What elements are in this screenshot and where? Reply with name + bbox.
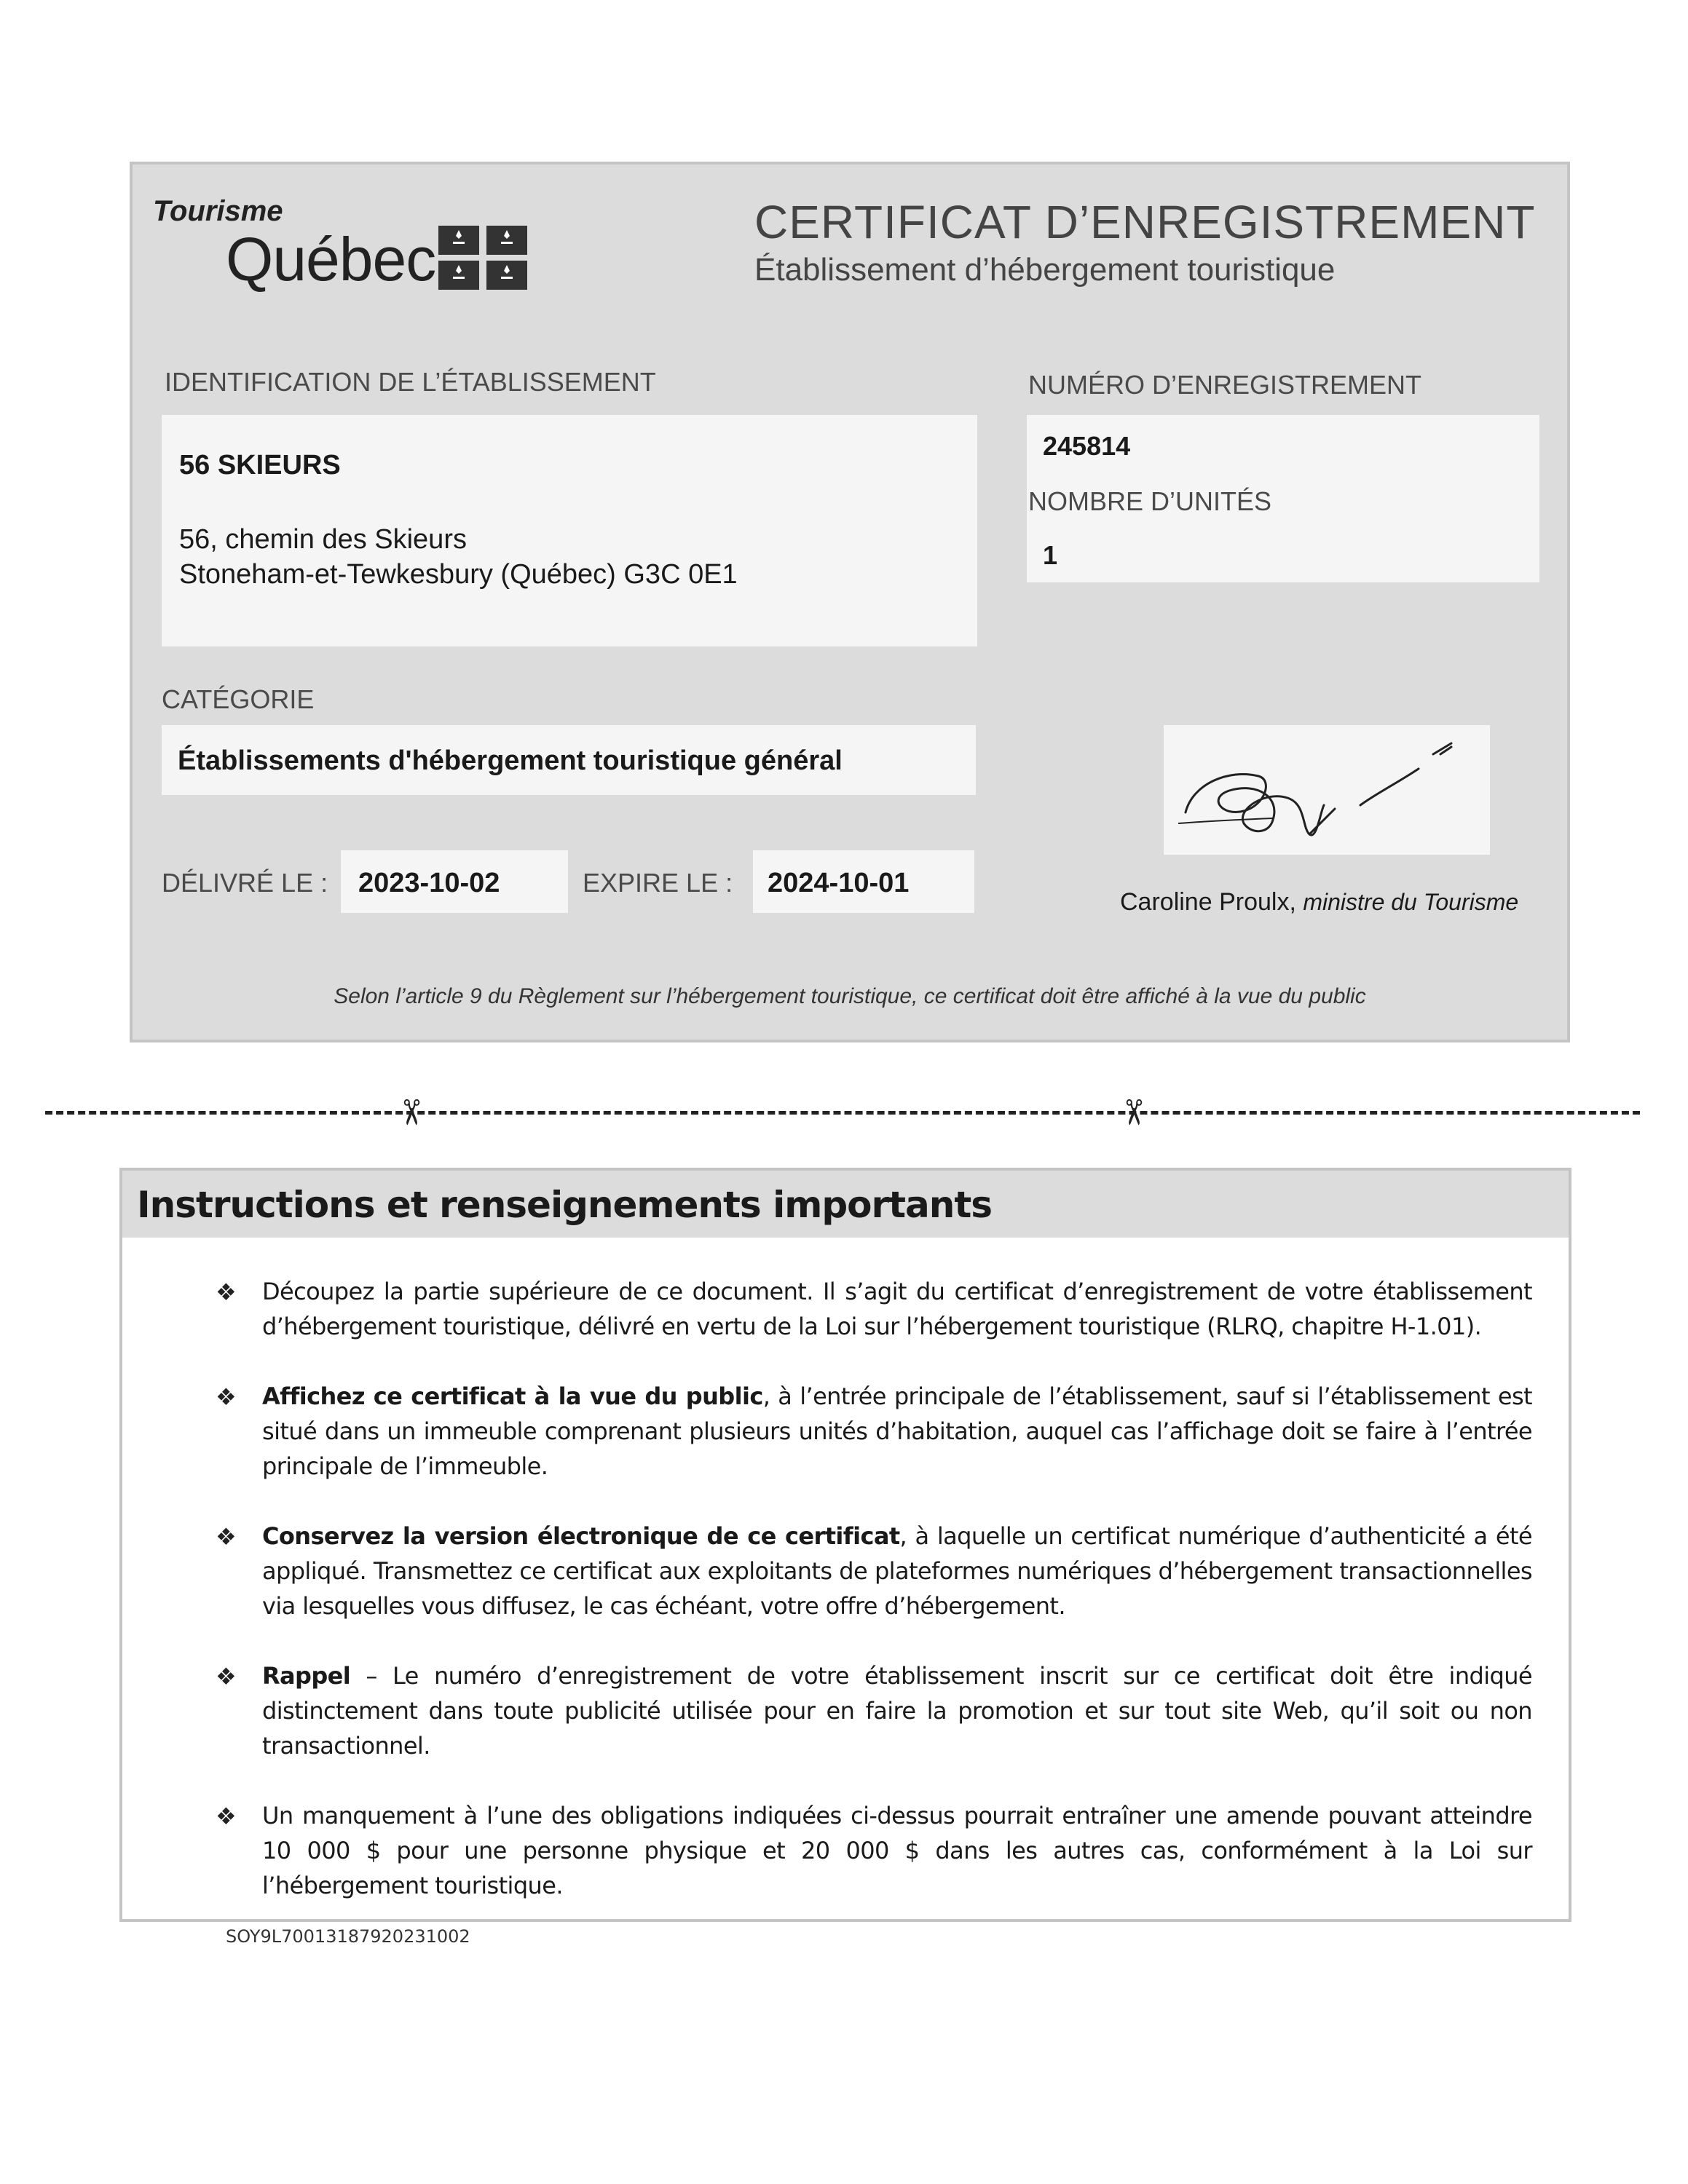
certificate-subtitle: Établissement d’hébergement touristique [754, 252, 1336, 288]
instruction-item [262, 1658, 1532, 1763]
instruction-emphasis: Conservez la version électronique de ce certificat [262, 1522, 900, 1550]
diamond-bullet-icon: ❖ [216, 1384, 237, 1410]
instruction-text: – Le numéro d’enregistrement de votre établissement inscrit sur ce certificat doit être indiqué distinctement dans toute publicité utilisée pour en faire la promotion et sur tout site Web, qu’il soit ou non transactionnel. [262, 1662, 1532, 1760]
instruction-text: , à laquelle un certificat numérique d’authenticité a été appliqué. Transmettez ce certificat aux exploitants de plateformes numériques d’hébergement transactionnelles via lesquelles vous diffusez, le cas échéant, votre offre d’hébergement. [262, 1522, 1532, 1620]
registration-number-label: NUMÉRO D’ENREGISTREMENT [1028, 370, 1422, 400]
instruction-emphasis: Affichez ce certificat à la vue du public [262, 1382, 763, 1410]
cut-line [45, 1111, 1640, 1115]
tourisme-quebec-logo [153, 195, 546, 304]
registration-number: 245814 [1043, 431, 1131, 461]
identification-label: IDENTIFICATION DE L’ÉTABLISSEMENT [165, 367, 656, 397]
category-value: Établissements d'hébergement touristique général [178, 745, 843, 776]
units-value: 1 [1043, 540, 1058, 570]
issued-date: 2023-10-02 [358, 868, 500, 898]
establishment-name: 56 SKIEURS [179, 450, 341, 480]
signature-icon [1164, 725, 1490, 855]
minister-credit [1120, 888, 1518, 917]
instruction-text: Découpez la partie supérieure de ce document. Il s’agit du certificat d’enregistrement de votre établissement d’hébergement touristique, délivré en vertu de la Loi sur l’hébergement touristique (RLRQ, chapitre H-1.01). [262, 1278, 1532, 1340]
scissors-icon: ✂ [391, 1097, 430, 1128]
minister-signature [1164, 725, 1490, 855]
diamond-bullet-icon: ❖ [216, 1663, 237, 1690]
instruction-text: Un manquement à l’une des obligations indiquées ci-dessus pourrait entraîner une amende pouvant atteindre 10 000 $ pour une personne physique et 20 000 $ dans les autres cas, conformément à la Loi sur l’hébergement touristique. [262, 1802, 1532, 1899]
diamond-bullet-icon: ❖ [216, 1279, 237, 1305]
diamond-bullet-icon: ❖ [216, 1803, 237, 1829]
expires-label: EXPIRE LE : [583, 868, 733, 898]
issued-label: DÉLIVRÉ LE : [162, 868, 328, 898]
document-code: SOY9L70013187920231002 [226, 1926, 470, 1947]
units-label: NOMBRE D’UNITÉS [1028, 486, 1272, 516]
instruction-emphasis: Rappel [262, 1662, 351, 1690]
display-notice: Selon l’article 9 du Règlement sur l’hébergement touristique, ce certificat doit être affiché à la vue du public [334, 984, 1366, 1008]
instruction-item [262, 1274, 1532, 1344]
instruction-item [262, 1379, 1532, 1484]
instruction-item [262, 1519, 1532, 1623]
address-line-1: 56, chemin des Skieurs [179, 524, 467, 555]
minister-name: Caroline Proulx, [1120, 888, 1296, 916]
logo-quebec-text: Québec [226, 225, 436, 293]
instruction-text: , à l’entrée principale de l’établissement, sauf si l’établissement est situé dans un immeuble comprenant plusieurs unités d’habitation, auquel cas l’affichage doit se faire à l’entrée principale de l’immeuble. [262, 1382, 1532, 1480]
logo-tourisme-text: Tourisme [153, 195, 283, 227]
minister-title: ministre du Tourisme [1303, 889, 1519, 915]
scissors-icon: ✂ [1113, 1097, 1153, 1128]
certificate-title: CERTIFICAT D’ENREGISTREMENT [754, 196, 1536, 248]
instruction-item [262, 1798, 1532, 1903]
diamond-bullet-icon: ❖ [216, 1524, 237, 1550]
instructions-title: Instructions et renseignements importants [137, 1184, 993, 1226]
expiry-date: 2024-10-01 [768, 868, 910, 898]
category-label: CATÉGORIE [162, 684, 315, 714]
quebec-flag-icon [438, 226, 527, 290]
address-line-2: Stoneham-et-Tewkesbury (Québec) G3C 0E1 [179, 559, 738, 590]
